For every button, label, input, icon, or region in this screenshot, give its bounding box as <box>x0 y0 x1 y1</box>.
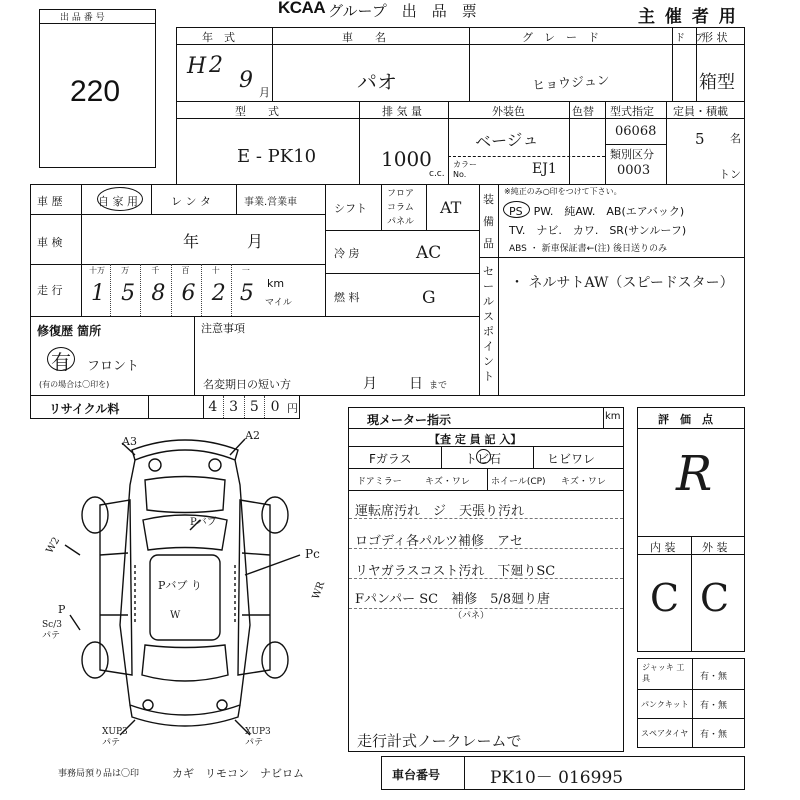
damage-mark-left-rear: Sc/3 パテ <box>42 620 62 641</box>
shape-label: 形 状 <box>702 31 728 44</box>
recycle-unit: 円 <box>287 402 298 415</box>
history-label: 車 歴 <box>37 195 63 208</box>
sales-point-label: セールスポイント <box>483 265 494 383</box>
recycle-digits <box>203 396 285 418</box>
equipment-line-3: ABS ・ 新車保証書←(注) 後日送りのみ <box>509 244 668 254</box>
exterior-value: C <box>700 576 730 620</box>
jack-label: ジャッキ 工 具 <box>642 663 693 683</box>
inspector-note-4: Fパンパー SC 補修 5/8廻り唐 <box>355 592 551 607</box>
expiry-month: 月 <box>363 376 377 392</box>
type-cert-label: 型式指定 <box>610 105 654 118</box>
inspector-note-3: リヤガラスコスト汚れ 下廻りSC <box>355 564 556 579</box>
repair-circle <box>47 347 75 371</box>
accessories-block <box>637 658 745 748</box>
damage-mark-roof: Pバブ り <box>158 579 202 592</box>
capacity-unit: 名 <box>730 132 741 145</box>
repair-label: 修復歴 箇所 <box>37 324 102 338</box>
expiry-until: まで <box>429 381 448 391</box>
damage-mark-right-side: Pc <box>305 547 320 561</box>
equipment-line-2: TV. ナビ. カワ. SR(サンルーフ) <box>509 224 687 237</box>
vehicle-row-1 <box>176 27 745 102</box>
form-title: グループ 出 品 票 <box>328 2 477 20</box>
brand-logo: KCAA <box>278 0 326 17</box>
recycle-block <box>30 395 300 419</box>
mileage-digits <box>81 264 261 316</box>
lot-number-label: 出 品 番 号 <box>60 13 105 23</box>
inspector-note-1: 運転席汚れ ジ 天張り汚れ <box>355 504 525 519</box>
class-label: 類別区分 <box>610 148 654 161</box>
mileage-label: 走 行 <box>37 284 63 297</box>
glass-label: Fガラス <box>369 452 412 466</box>
digit-cell: 千 8 <box>141 264 171 316</box>
month-unit: 月 <box>259 86 270 99</box>
equipment-line-1: PS PW. 純AW. AB(エアバック) <box>509 205 685 218</box>
shift-value: AT <box>440 198 462 217</box>
jack-value: 有・無 <box>700 672 728 682</box>
keys-items: カギ リモコン ナビロム <box>172 767 304 780</box>
recycle-digit: 4 <box>203 396 224 418</box>
year-number: 2 <box>209 53 223 78</box>
damage-mark-left-front: W2 <box>44 535 63 556</box>
shift-option-column: コラム <box>387 203 414 213</box>
damage-mark-a3: A3 <box>122 435 137 448</box>
meter-label: 現メーター指示 <box>367 413 452 427</box>
displacement-label: 排 気 量 <box>382 105 422 118</box>
chip-label: トビ石 <box>465 452 502 466</box>
keys-note: 事務局預り品は〇印 <box>58 769 140 779</box>
damage-mark-left-p: P <box>58 603 66 616</box>
digit-cell: 百 6 <box>172 264 202 316</box>
chassis-value: PK10－ 016995 <box>490 768 624 788</box>
interior-value: C <box>650 576 680 620</box>
damage-mark-a2: A2 <box>245 429 260 442</box>
lot-number-value: 220 <box>70 75 121 108</box>
exterior-label: 外 装 <box>702 541 728 554</box>
equipment-note: ※純正のみ○印をつけて下さい。 <box>504 187 622 196</box>
wheel-label: ホイール(CP) <box>491 477 546 487</box>
damage-mark-rear-left: XUP3 パテ <box>102 727 128 748</box>
puncture-kit-value: 有・無 <box>700 701 728 711</box>
inspector-sub-note: （パネ） <box>453 611 490 621</box>
expiry-label: 名変期日の短い方 <box>203 378 291 391</box>
ac-label: 冷 房 <box>334 247 360 260</box>
equipment-block <box>479 184 745 258</box>
expiry-day: 日 <box>409 376 423 392</box>
load-unit: トン <box>719 168 741 181</box>
inspection-label: 車 検 <box>37 236 63 249</box>
grade-value: R <box>676 446 713 502</box>
damage-mark-rear-right: XUP3 パテ <box>245 727 271 748</box>
recycle-label: リサイクル料 <box>49 402 120 416</box>
inspector-block <box>348 407 624 752</box>
repair-notes-block <box>30 316 480 396</box>
month-number: 9 <box>239 68 253 93</box>
own-use-circle <box>97 187 143 211</box>
shift-label: シフト <box>334 202 367 215</box>
exterior-color-value: ベージュ <box>474 129 539 152</box>
digit-cell: 十 2 <box>202 264 232 316</box>
model-label: 型 式 <box>235 105 279 118</box>
meter-unit: km <box>605 411 621 422</box>
chassis-block <box>381 756 745 790</box>
vehicle-row-2 <box>176 101 745 185</box>
displacement-value: 1000 <box>381 147 432 171</box>
damage-mark-bonnet: Pバブ <box>190 517 217 528</box>
header <box>260 0 540 22</box>
capacity-value: 5 <box>695 130 705 148</box>
shift-option-panel: パネル <box>387 217 415 227</box>
mirror-options: キズ・ワレ <box>425 477 470 487</box>
digit-cell: 十万 1 <box>81 264 111 316</box>
grade-label: 評 価 点 <box>658 413 713 426</box>
grade-block <box>637 407 745 652</box>
year-label: 年 式 <box>202 31 235 44</box>
recycle-digit: 0 <box>270 399 280 415</box>
car-diagram <box>40 425 340 755</box>
puncture-kit-label: パンクキット <box>641 700 689 709</box>
color-change-label: 色替 <box>572 105 594 118</box>
car-name-value: パオ <box>357 70 397 94</box>
inspector-bottom-note: 走行計式ノークレームで <box>357 732 522 750</box>
ac-value: AC <box>416 243 442 263</box>
grade-label: グ レ ー ド <box>522 31 599 44</box>
spare-tire-label: スペアタイヤ <box>641 729 689 738</box>
class-value: 0003 <box>617 163 651 178</box>
year-era: H <box>187 54 207 79</box>
shift-option-floor: フロア <box>387 189 415 199</box>
chip-circle <box>476 449 491 464</box>
organizer-label: 主 催 者 用 <box>638 7 738 27</box>
own-use-option: 自 家 用 <box>98 195 138 208</box>
inspector-note-2: ロゴディ各パルツ補修 アセ <box>355 534 523 549</box>
color-no-label: カラー No. <box>453 160 477 179</box>
capacity-label: 定員・積載 <box>673 105 728 118</box>
type-cert-value: 06068 <box>615 124 657 139</box>
fuel-value: G <box>422 288 436 308</box>
wheel-options: キズ・ワレ <box>561 477 606 487</box>
car-name-label: 車 名 <box>342 31 386 44</box>
business-option: 事業.営業車 <box>244 197 298 208</box>
door-label: ド ア <box>675 33 705 44</box>
rental-option: レ ン タ <box>171 195 211 208</box>
damage-mark-roof-w: W <box>170 610 181 621</box>
specs-block <box>325 184 480 317</box>
color-no-value: EJ1 <box>532 161 557 177</box>
history-block <box>30 184 326 317</box>
exterior-color-label: 外装色 <box>492 105 525 118</box>
interior-label: 内 装 <box>650 541 676 554</box>
displacement-unit: c.c. <box>429 169 445 179</box>
inspector-header: 【査 定 員 記 入】 <box>429 433 522 446</box>
mile-unit: マイル <box>265 298 292 308</box>
recycle-digit: 5 <box>245 396 266 418</box>
repair-hint: (有の場合は〇印を) <box>39 380 110 389</box>
sales-point-value: ・ ネルサトAW（スピードスター） <box>510 275 734 291</box>
mirror-label: ドアミラー <box>357 477 402 487</box>
spare-tire-value: 有・無 <box>700 730 728 740</box>
sales-point-block <box>479 257 745 396</box>
digit-cell: 万 5 <box>111 264 141 316</box>
fuel-label: 燃 料 <box>334 291 360 304</box>
crack-label: ヒビワレ <box>547 452 596 466</box>
model-value: E - PK10 <box>237 146 317 167</box>
repair-value: フロント <box>87 359 140 374</box>
recycle-digit: 3 <box>224 396 245 418</box>
grade-value: ヒョウジュン <box>531 73 611 94</box>
notes-label: 注意事項 <box>201 322 245 335</box>
km-unit: km <box>267 277 285 290</box>
lot-number-box <box>39 9 156 168</box>
repair-mark: 有 <box>51 350 71 374</box>
equipment-label: 装備品 <box>483 193 494 250</box>
digit-cell: 一 5 <box>239 266 254 306</box>
chassis-label: 車台番号 <box>392 768 441 782</box>
damage-mark-right-wr: WR <box>310 580 328 601</box>
shape-value: 箱型 <box>699 72 735 93</box>
inspection-date: 年 月 <box>183 232 264 251</box>
